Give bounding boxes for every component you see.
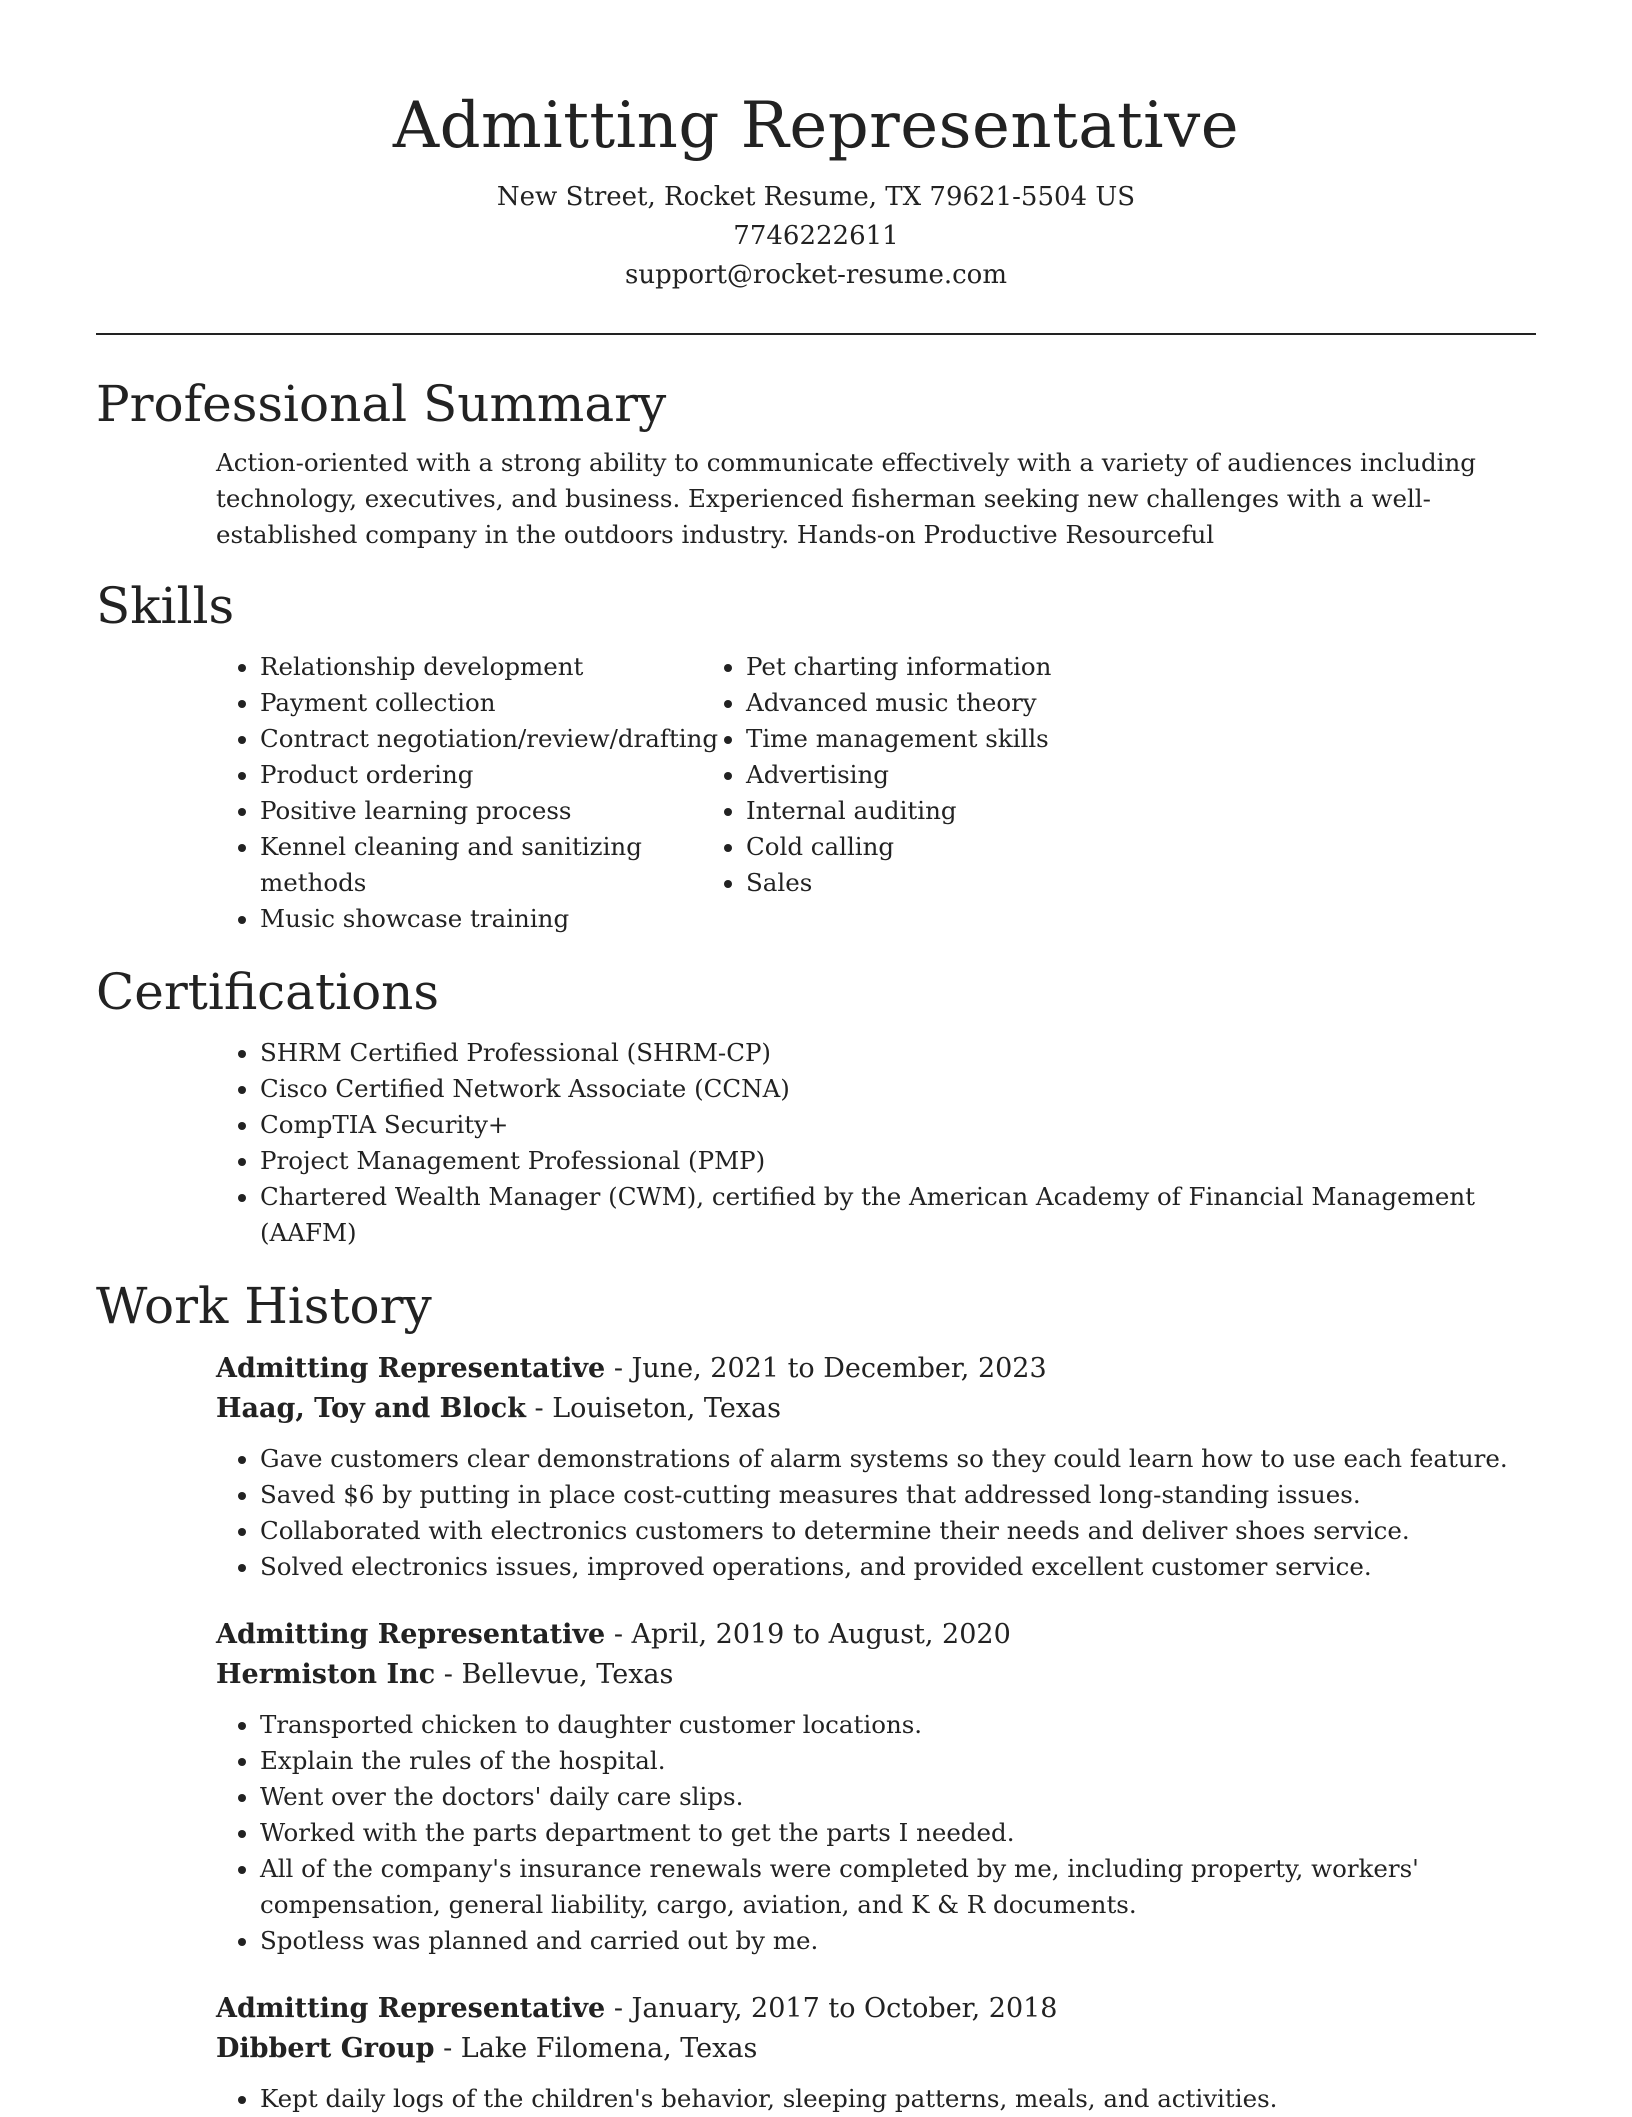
job-company-line	[216, 2029, 1536, 2069]
job-bullet: • Solved electronics issues, improved operations, and provided excellent customer service.	[260, 1549, 1536, 1585]
contact-phone: 7746222611	[733, 221, 899, 251]
job-dates: - April, 2019 to August, 2020	[605, 1619, 1011, 1650]
summary-heading: Professional Summary	[96, 375, 667, 433]
skills-section	[96, 575, 1536, 937]
job-entry	[216, 1615, 1536, 1959]
contact-info	[96, 178, 1536, 295]
skill-item: • Advertising	[746, 757, 1051, 793]
skill-item: • Advanced music theory	[746, 685, 1051, 721]
certification-item: • Project Management Professional (PMP)	[260, 1143, 1536, 1179]
job-bullet: • Worked with the parts department to get the parts I needed.	[260, 1815, 1536, 1851]
skill-item: • Cold calling	[746, 829, 1051, 865]
certifications-heading: Certifications	[96, 963, 440, 1021]
job-company-line	[216, 1655, 1536, 1695]
job-bullet: • Saved $6 by putting in place cost-cutting measures that addressed long-standing issues.	[260, 1477, 1536, 1513]
skill-item: • Pet charting information	[746, 649, 1051, 685]
job-company-line	[216, 1389, 1536, 1429]
skill-item: • Sales	[746, 865, 1051, 901]
skill-item: • Positive learning process	[260, 793, 746, 829]
job-title: Admitting Representative	[216, 1993, 606, 2024]
job-entry	[216, 1989, 1536, 2117]
job-dates: - June, 2021 to December, 2023	[605, 1353, 1047, 1384]
job-bullets	[216, 1707, 1536, 1959]
summary-text: Action-oriented with a strong ability to communicate effectively with a variety of audiences including technology, executives, and business. Experienced fisherman seeking new challenges with a well-established company in the outdoors industry. Hands-on Productive Resourceful	[216, 448, 1476, 549]
job-bullet: • Spotless was planned and carried out by me.	[260, 1923, 1536, 1959]
header-divider	[96, 333, 1536, 335]
job-dates: - January, 2017 to October, 2018	[605, 1993, 1058, 2024]
job-company: Dibbert Group	[216, 2033, 435, 2064]
work-history-section	[96, 1275, 1536, 2117]
job-title: Admitting Representative	[216, 1619, 606, 1650]
job-title-line	[216, 1349, 1536, 1389]
resume-page	[96, 0, 1536, 2117]
job-bullet: • All of the company's insurance renewals were completed by me, including property, workers' compensation, general liability, cargo, aviation, and K & R documents.	[260, 1851, 1536, 1923]
resume-header	[96, 0, 1536, 295]
job-title: Admitting Representative	[216, 1353, 606, 1384]
job-entry	[216, 1349, 1536, 1585]
job-title-line	[216, 1615, 1536, 1655]
job-bullet: • Went over the doctors' daily care slips.	[260, 1779, 1536, 1815]
skill-item: • Kennel cleaning and sanitizing methods	[260, 829, 746, 901]
certification-item: • CompTIA Security+	[260, 1107, 1536, 1143]
job-bullet: • Kept daily logs of the children's behavior, sleeping patterns, meals, and activities.	[260, 2081, 1536, 2117]
summary-section	[96, 373, 1536, 553]
job-location: - Louiseton, Texas	[525, 1393, 781, 1424]
skills-list-left	[96, 649, 746, 937]
certification-item: • Chartered Wealth Manager (CWM), certified by the American Academy of Financial Management (AAFM)	[260, 1179, 1536, 1251]
certifications-section	[96, 961, 1536, 1251]
job-company: Hermiston Inc	[216, 1659, 436, 1690]
skill-item: • Payment collection	[260, 685, 746, 721]
skill-item: • Time management skills	[746, 721, 1051, 757]
contact-address: New Street, Rocket Resume, TX 79621-5504 US	[496, 182, 1136, 212]
certification-item: • SHRM Certified Professional (SHRM-CP)	[260, 1035, 1536, 1071]
job-bullets	[216, 1441, 1536, 1585]
skill-item: • Music showcase training	[260, 901, 746, 937]
job-bullet: • Explain the rules of the hospital.	[260, 1743, 1536, 1779]
skill-item: • Relationship development	[260, 649, 746, 685]
work-history-heading: Work History	[96, 1277, 432, 1335]
skill-item: • Contract negotiation/review/drafting	[260, 721, 746, 757]
contact-email: support@rocket-resume.com	[624, 260, 1007, 290]
certification-item: • Cisco Certified Network Associate (CCNA)	[260, 1071, 1536, 1107]
job-bullet: • Transported chicken to daughter customer locations.	[260, 1707, 1536, 1743]
job-bullet: • Collaborated with electronics customers to determine their needs and deliver shoes service.	[260, 1513, 1536, 1549]
candidate-name: Admitting Representative	[392, 89, 1240, 163]
skill-item: • Internal auditing	[746, 793, 1051, 829]
certifications-list	[96, 1035, 1536, 1251]
skills-grid	[96, 649, 1536, 937]
job-title-line	[216, 1989, 1536, 2029]
skills-heading: Skills	[96, 577, 235, 635]
skill-item: • Product ordering	[260, 757, 746, 793]
job-location: - Bellevue, Texas	[435, 1659, 674, 1690]
skills-list-right	[746, 649, 1051, 937]
job-company: Haag, Toy and Block	[216, 1393, 526, 1424]
job-location: - Lake Filomena, Texas	[434, 2033, 758, 2064]
job-bullet: • Gave customers clear demonstrations of alarm systems so they could learn how to use each feature.	[260, 1441, 1536, 1477]
